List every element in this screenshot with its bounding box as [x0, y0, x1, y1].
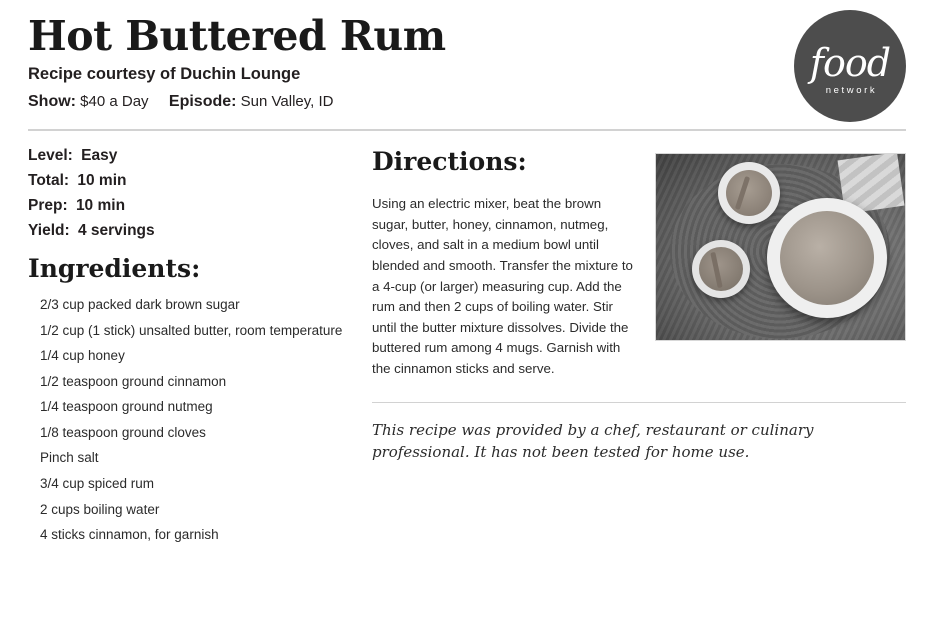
mug-small-left — [692, 240, 750, 298]
header-divider — [28, 129, 906, 131]
meta-item-level — [28, 147, 358, 165]
episode-value: Sun Valley, ID — [240, 93, 334, 111]
meta-value: 4 servings — [77, 222, 155, 240]
list-item: 1/2 teaspoon ground cinnamon — [40, 373, 227, 389]
meta-item-prep — [28, 197, 358, 215]
directions-body: Using an electric mixer, beat the brown sugar, butter, honey, cinnamon, nutmeg, cloves, and salt in a medium bowl until blended and smooth. Transfer the mixture to a 4-cup (or larger) measuring cup. Add the rum and then 2 cups of boiling water. Stir until the butter mixture dissolves. Divide the buttered rum among 4 mugs. Garnish with the cinnamon sticks and serve. — [372, 196, 633, 376]
recipe-photo — [655, 153, 906, 341]
recipe-meta-list — [28, 147, 358, 240]
meta-label: Level: — [28, 147, 73, 165]
meta-value: 10 min — [77, 172, 127, 190]
meta-value: Easy — [81, 147, 118, 165]
directions-heading: Directions: — [372, 147, 527, 177]
list-item: 1/4 cup honey — [40, 348, 125, 364]
show-label: Show: — [28, 93, 76, 111]
right-column — [358, 147, 906, 551]
list-item: 3/4 cup spiced rum — [40, 476, 155, 492]
meta-item-yield — [28, 222, 358, 240]
list-item: 1/4 teaspoon ground nutmeg — [40, 399, 213, 415]
disclaimer-divider — [372, 402, 906, 403]
list-item: Pinch salt — [40, 450, 99, 466]
meta-item-total — [28, 172, 358, 190]
list-item: 4 sticks cinnamon, for garnish — [40, 527, 219, 543]
show-episode-line — [28, 93, 906, 111]
list-item: 2 cups boiling water — [40, 501, 160, 517]
logo-submark: network — [825, 85, 878, 96]
meta-value: 10 min — [75, 197, 126, 215]
mug-large — [767, 198, 887, 318]
directions-text-wrap — [372, 147, 655, 379]
list-item: 2/3 cup packed dark brown sugar — [40, 297, 240, 313]
episode-label: Episode: — [168, 93, 237, 111]
page-title: Hot Buttered Rum — [28, 12, 446, 60]
recipe-courtesy: Recipe courtesy of Duchin Lounge — [28, 65, 301, 84]
meta-label: Total: — [28, 172, 70, 190]
show-value: $40 a Day — [80, 93, 149, 111]
directions-section — [372, 147, 906, 379]
mug-small-top — [718, 162, 780, 224]
recipe-header — [28, 0, 906, 111]
left-column — [28, 147, 358, 551]
list-item: 1/8 teaspoon ground cloves — [40, 424, 206, 440]
meta-label: Yield: — [28, 222, 70, 240]
ingredients-heading: Ingredients: — [28, 254, 201, 284]
ingredients-list — [28, 295, 358, 545]
list-item: 1/2 cup (1 stick) unsalted butter, room temperature — [40, 322, 343, 338]
logo-wordmark: food — [809, 41, 891, 85]
disclaimer-text: This recipe was provided by a chef, restaurant or culinary professional. It has not been tested for home use. — [372, 420, 814, 462]
food-network-logo — [794, 10, 906, 122]
meta-label: Prep: — [28, 197, 68, 215]
recipe-body — [28, 147, 906, 551]
